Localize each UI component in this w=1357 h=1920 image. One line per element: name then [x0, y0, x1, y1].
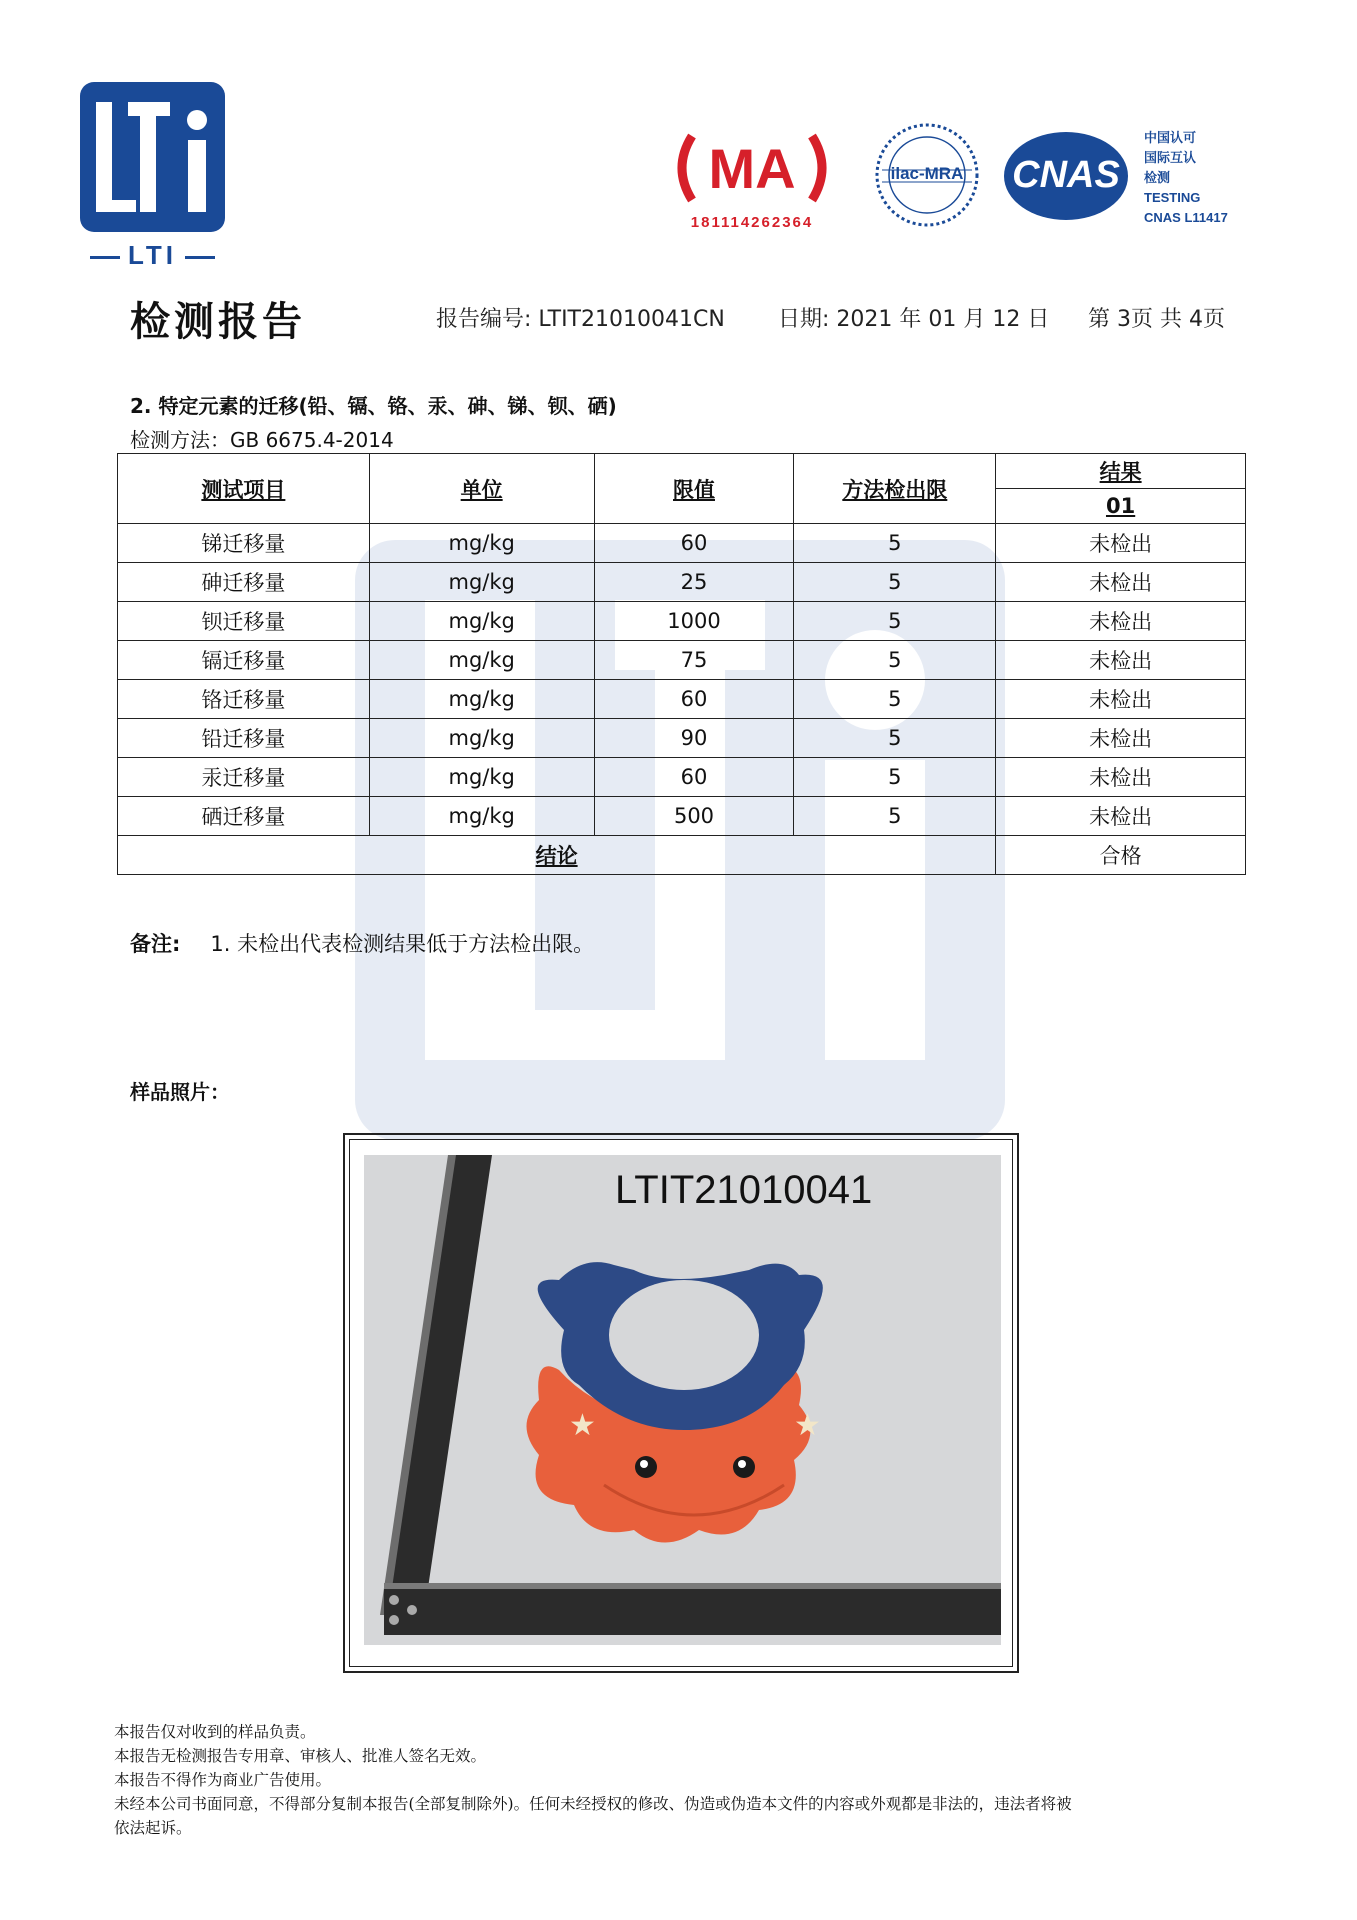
cell-item: 镉迁移量: [118, 641, 370, 680]
cell-item: 铅迁移量: [118, 719, 370, 758]
header-limit: 限值: [594, 454, 794, 524]
photo-sample-id: LTIT21010041: [615, 1168, 873, 1212]
cma-logo: [672, 126, 832, 236]
cell-limit: 60: [594, 524, 794, 563]
table-row: [118, 641, 1246, 680]
report-date: 日期: 2021 年 01 月 12 日: [778, 307, 1050, 332]
cnas-line: 中国认可: [1144, 130, 1197, 145]
cell-limit: 60: [594, 680, 794, 719]
cell-mdl: 5: [794, 602, 996, 641]
cnas-line: 国际互认: [1144, 150, 1197, 165]
test-method: 检测方法：GB 6675.4-2014: [130, 428, 394, 452]
cell-item: 硒迁移量: [118, 797, 370, 836]
conclusion-row: [118, 836, 1246, 875]
cell-item: 汞迁移量: [118, 758, 370, 797]
cell-item: 锑迁移量: [118, 524, 370, 563]
cell-result: 未检出: [996, 797, 1246, 836]
cell-item: 钡迁移量: [118, 602, 370, 641]
ilac-mra-logo: [872, 120, 982, 230]
cnas-line: CNAS L11417: [1144, 210, 1228, 225]
cnas-logo-text: CNAS: [1012, 154, 1120, 196]
cell-result: 未检出: [996, 758, 1246, 797]
header-item: 测试项目: [118, 454, 370, 524]
cell-item: 铬迁移量: [118, 680, 370, 719]
cell-mdl: 5: [794, 680, 996, 719]
section-title: 2. 特定元素的迁移(铅、镉、铬、汞、砷、锑、钡、硒): [130, 394, 617, 418]
ilac-text: ilac-MRA: [890, 164, 964, 183]
svg-text:★: ★: [569, 1408, 596, 1443]
cell-limit: 90: [594, 719, 794, 758]
sample-photo-label: 样品照片：: [130, 1080, 230, 1104]
sample-photo: [364, 1155, 1001, 1645]
header-mdl: 方法检出限: [794, 454, 996, 524]
document-title: 检测报告: [130, 299, 306, 345]
report-number: 报告编号: LTIT21010041CN: [436, 307, 725, 332]
cell-mdl: 5: [794, 524, 996, 563]
cell-unit: mg/kg: [369, 641, 594, 680]
table-row: [118, 524, 1246, 563]
cell-unit: mg/kg: [369, 524, 594, 563]
table-row: [118, 797, 1246, 836]
table-row: [118, 563, 1246, 602]
conclusion-value: 合格: [996, 836, 1246, 875]
header-result: 结果: [996, 454, 1246, 489]
cell-result: 未检出: [996, 719, 1246, 758]
cnas-accreditation-text: [1144, 128, 1228, 228]
caption-rule: [185, 256, 215, 259]
lti-caption: LTI: [80, 240, 225, 271]
cell-result: 未检出: [996, 524, 1246, 563]
header-sample-no: 01: [996, 489, 1246, 524]
cell-mdl: 5: [794, 563, 996, 602]
cma-mark: [672, 126, 832, 210]
cell-result: 未检出: [996, 680, 1246, 719]
remarks-text: 1. 未检出代表检测结果低于方法检出限。: [210, 932, 595, 956]
footer-line: 未经本公司书面同意，不得部分复制本报告(全部复制除外)。任何未经授权的修改、伪造或伪造本文件的内容或外观都是非法的，违法者将被: [114, 1795, 1072, 1813]
footer-line: 本报告无检测报告专用章、审核人、批准人签名无效。: [114, 1747, 487, 1765]
table-header-row: [118, 454, 1246, 489]
footer-line: 依法起诉。: [114, 1819, 192, 1837]
cell-limit: 500: [594, 797, 794, 836]
remarks: [130, 928, 594, 958]
results-table: [117, 453, 1246, 875]
cell-mdl: 5: [794, 758, 996, 797]
cell-unit: mg/kg: [369, 797, 594, 836]
footer-line: 本报告仅对收到的样品负责。: [114, 1723, 316, 1741]
cell-unit: mg/kg: [369, 680, 594, 719]
cnas-logo: [1002, 128, 1130, 224]
table-row: [118, 719, 1246, 758]
cell-result: 未检出: [996, 641, 1246, 680]
cnas-line: 检测: [1144, 170, 1171, 185]
cnas-line: TESTING: [1144, 190, 1201, 205]
table-row: [118, 602, 1246, 641]
cell-unit: mg/kg: [369, 602, 594, 641]
cell-limit: 75: [594, 641, 794, 680]
footer-disclaimer: [114, 1720, 1072, 1840]
svg-text:★: ★: [794, 1408, 821, 1443]
remarks-label: 备注:: [130, 932, 181, 956]
cell-limit: 1000: [594, 602, 794, 641]
footer-line: 本报告不得作为商业广告使用。: [114, 1771, 332, 1789]
page-indicator: 第 3页 共 4页: [1088, 307, 1225, 332]
cell-result: 未检出: [996, 563, 1246, 602]
svg-text:MA: MA: [708, 137, 796, 200]
cell-mdl: 5: [794, 719, 996, 758]
cell-limit: 25: [594, 563, 794, 602]
table-row: [118, 680, 1246, 719]
caption-rule: [90, 256, 120, 259]
cell-unit: mg/kg: [369, 758, 594, 797]
cell-mdl: 5: [794, 797, 996, 836]
table-row: [118, 758, 1246, 797]
cell-item: 砷迁移量: [118, 563, 370, 602]
cell-mdl: 5: [794, 641, 996, 680]
cell-result: 未检出: [996, 602, 1246, 641]
cell-unit: mg/kg: [369, 563, 594, 602]
cell-unit: mg/kg: [369, 719, 594, 758]
cma-number: 181114262364: [690, 214, 814, 231]
lti-logo: [80, 82, 225, 232]
header-unit: 单位: [369, 454, 594, 524]
conclusion-label: 结论: [118, 836, 996, 875]
cell-limit: 60: [594, 758, 794, 797]
